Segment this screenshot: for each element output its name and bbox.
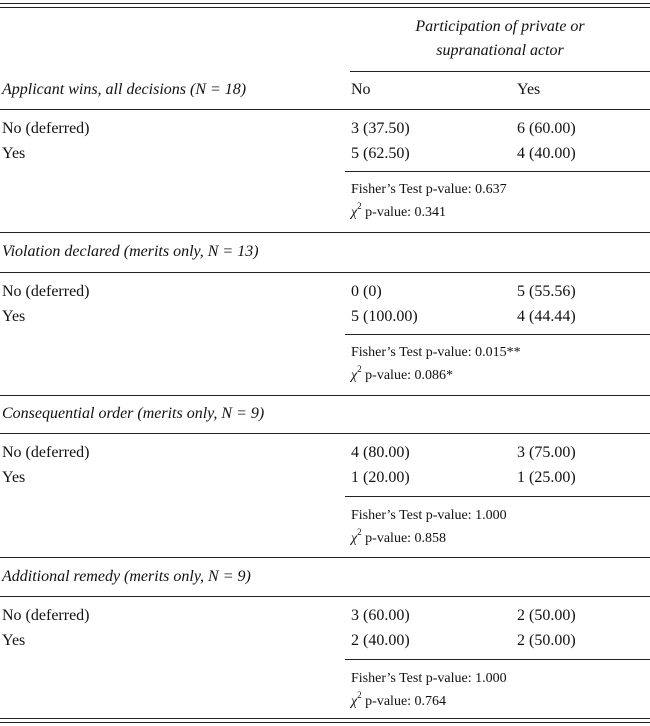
stats-rule: [345, 171, 650, 172]
chi-superscript: 2: [357, 527, 362, 537]
group-header-rule: [350, 71, 650, 72]
cell-no: 3 (60.00): [351, 607, 410, 624]
fisher-p-value: Fisher’s Test p-value: 0.015**: [351, 345, 521, 360]
cell-yes: 2 (50.00): [517, 632, 576, 649]
top-rule: [0, 3, 650, 4]
stats-rule: [345, 334, 650, 335]
chi-symbol: χ: [351, 368, 358, 383]
bottom-rule: [0, 722, 650, 723]
section-title: Violation declared (merits only, N = 13): [2, 243, 259, 260]
chi-symbol: χ: [351, 694, 358, 709]
row-label: No (deferred): [2, 120, 90, 137]
cell-no: 1 (20.00): [351, 469, 410, 486]
cell-yes: 1 (25.00): [517, 469, 576, 486]
chi-square-p-value: [351, 527, 447, 546]
section-rule: [0, 433, 650, 434]
row-label: Yes: [2, 308, 26, 325]
section-rule: [0, 109, 650, 110]
stats-rule: [345, 496, 650, 497]
chi-square-p-value: [351, 364, 454, 383]
chi-text: p-value: 0.086*: [361, 368, 454, 383]
chi-text: p-value: 0.341: [361, 205, 447, 220]
section-rule: [0, 272, 650, 273]
column-header-yes: Yes: [517, 81, 541, 98]
section-title: Applicant wins, all decisions (N = 18): [2, 81, 247, 98]
column-header-no: No: [351, 81, 371, 98]
chi-symbol: χ: [351, 531, 358, 546]
chi-symbol: χ: [351, 205, 358, 220]
section-title: Consequential order (merits only, N = 9): [2, 405, 265, 422]
chi-square-p-value: [351, 201, 447, 220]
fisher-p-value: Fisher’s Test p-value: 1.000: [351, 671, 507, 686]
stats-rule: [345, 659, 650, 660]
row-label: Yes: [2, 469, 26, 486]
cell-yes: 4 (44.44): [517, 308, 576, 325]
cell-no: 2 (40.00): [351, 632, 410, 649]
top-rule: [0, 7, 650, 8]
fisher-p-value: Fisher’s Test p-value: 1.000: [351, 508, 507, 523]
section-rule: [0, 232, 650, 233]
cell-yes: 2 (50.00): [517, 607, 576, 624]
chi-superscript: 2: [357, 690, 362, 700]
cell-yes: 4 (40.00): [517, 145, 576, 162]
cell-no: 3 (37.50): [351, 120, 410, 137]
cell-no: 4 (80.00): [351, 444, 410, 461]
cell-yes: 6 (60.00): [517, 120, 576, 137]
row-label: Yes: [2, 632, 26, 649]
chi-square-p-value: [351, 690, 447, 709]
group-header-line1: Participation of private or: [415, 18, 585, 35]
fisher-p-value: Fisher’s Test p-value: 0.637: [351, 182, 507, 197]
cell-no: 5 (100.00): [351, 308, 418, 325]
section-title: Additional remedy (merits only, N = 9): [2, 568, 251, 585]
chi-superscript: 2: [357, 364, 362, 374]
cell-yes: 3 (75.00): [517, 444, 576, 461]
bottom-rule: [0, 718, 650, 719]
section-rule: [0, 395, 650, 396]
cell-no: 0 (0): [351, 283, 382, 300]
section-rule: [0, 596, 650, 597]
cell-no: 5 (62.50): [351, 145, 410, 162]
row-label: No (deferred): [2, 283, 90, 300]
chi-text: p-value: 0.764: [361, 694, 447, 709]
row-label: No (deferred): [2, 444, 90, 461]
chi-superscript: 2: [357, 201, 362, 211]
row-label: Yes: [2, 145, 26, 162]
cell-yes: 5 (55.56): [517, 283, 576, 300]
group-header-line2: supranational actor: [436, 42, 564, 59]
row-label: No (deferred): [2, 607, 90, 624]
chi-text: p-value: 0.858: [361, 531, 447, 546]
section-rule: [0, 557, 650, 558]
